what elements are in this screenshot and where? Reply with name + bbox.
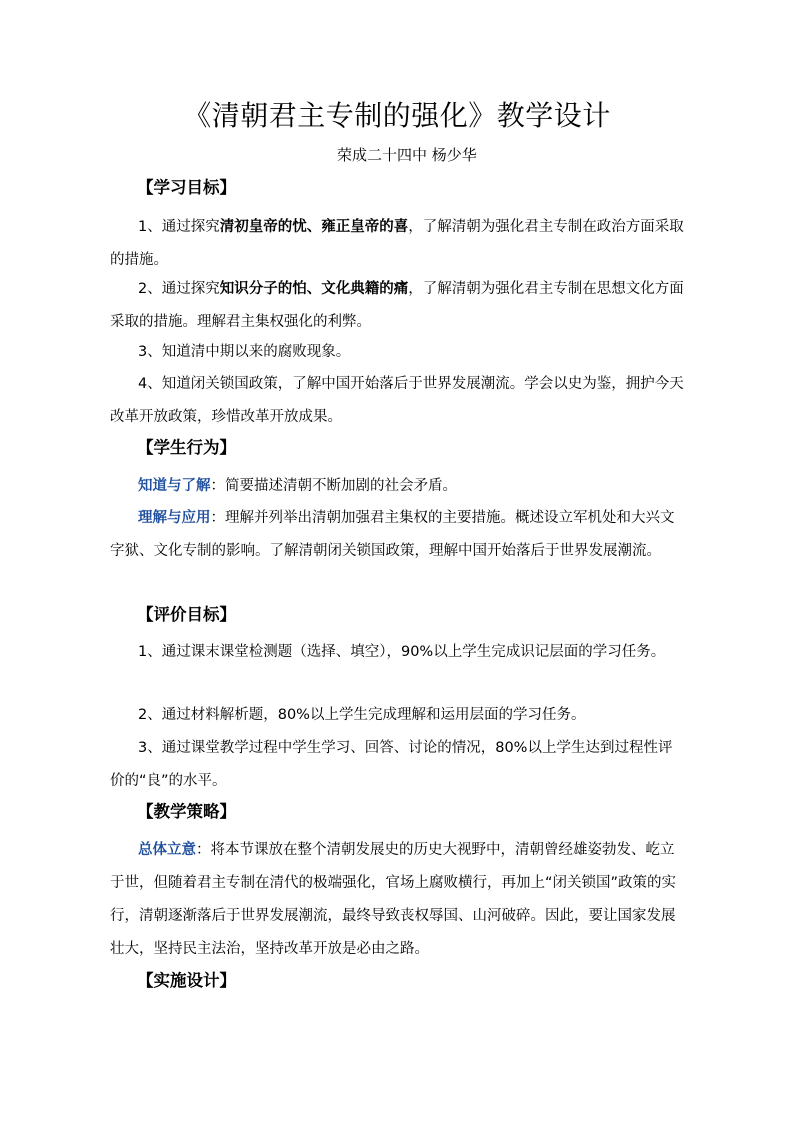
behavior-paragraph-1 — [110, 470, 684, 503]
goal-1-rest: ，了解清朝为强化君主专制在政治方面采取的措施。 — [110, 219, 684, 268]
heading-implementation-design: 【实施设计】 — [137, 971, 236, 990]
goal-1-emphasis: 清初皇帝的忧、雍正皇帝的喜 — [219, 219, 409, 235]
author-line: 荣成二十四中 杨少华 — [337, 146, 477, 164]
behavior-paragraph-2 — [110, 502, 684, 568]
goal-2-rest: ，了解清朝为强化君主专制在思想文化方面采取的措施。理解君主集权强化的利弊。 — [110, 281, 684, 330]
document-title: 《清朝君主专制的强化》教学设计 — [183, 99, 611, 132]
goal-paragraph-2 — [110, 273, 684, 339]
strategy-paragraph-1 — [110, 834, 684, 966]
goal-2-emphasis: 知识分子的怕、文化典籍的痛 — [219, 281, 409, 297]
goal-paragraph-4: 4、知道闭关锁国政策，了解中国开始落后于世界发展潮流。学会以史为鉴，拥护今天改革开放政策，珍惜改革开放成果。 — [110, 376, 684, 425]
strategy-1-text: ：将本节课放在整个清朝发展史的历史大视野中，清朝曾经雄姿勃发、屹立于世，但随着君主专制在清代的极端强化，官场上腐败横行，再加上“闭关锁国”政策的实行，清朝逐渐落后于世界发展潮流，最终导致丧权辱国、山河破碎。因此，要让国家发展壮大，坚持民主法治，坚持改革开放是必由之路。 — [110, 842, 677, 957]
goal-paragraph-3: 3、知道清中期以来的腐败现象。 — [138, 344, 351, 360]
goal-1-prefix: 1、通过探究 — [138, 219, 220, 235]
behavior-2-label: 理解与应用 — [138, 510, 211, 526]
heading-learning-goals: 【学习目标】 — [137, 178, 236, 197]
strategy-1-label: 总体立意 — [138, 842, 196, 858]
evaluation-paragraph-1: 1、通过课末课堂检测题（选择、填空），90%以上学生完成识记层面的学习任务。 — [138, 644, 666, 660]
behavior-1-text: ：简要描述清朝不断加剧的社会矛盾。 — [210, 478, 457, 494]
heading-evaluation-goals: 【评价目标】 — [137, 605, 236, 624]
behavior-1-label: 知道与了解 — [138, 478, 211, 494]
goal-paragraph-1 — [110, 211, 684, 277]
goal-2-prefix: 2、通过探究 — [138, 281, 220, 297]
evaluation-paragraph-2: 2、通过材料解析题，80%以上学生完成理解和运用层面的学习任务。 — [138, 707, 586, 723]
evaluation-paragraph-3: 3、通过课堂教学过程中学生学习、回答、讨论的情况，80%以上学生达到过程性评价的“良”的水平。 — [110, 740, 673, 789]
behavior-2-text: ：理解并列举出清朝加强君主集权的主要措施。概述设立军机处和大兴文字狱、文化专制的影响。了解清朝闭关锁国政策，理解中国开始落后于世界发展潮流。 — [110, 510, 675, 559]
heading-student-behavior: 【学生行为】 — [137, 438, 236, 457]
heading-teaching-strategy: 【教学策略】 — [137, 802, 236, 821]
